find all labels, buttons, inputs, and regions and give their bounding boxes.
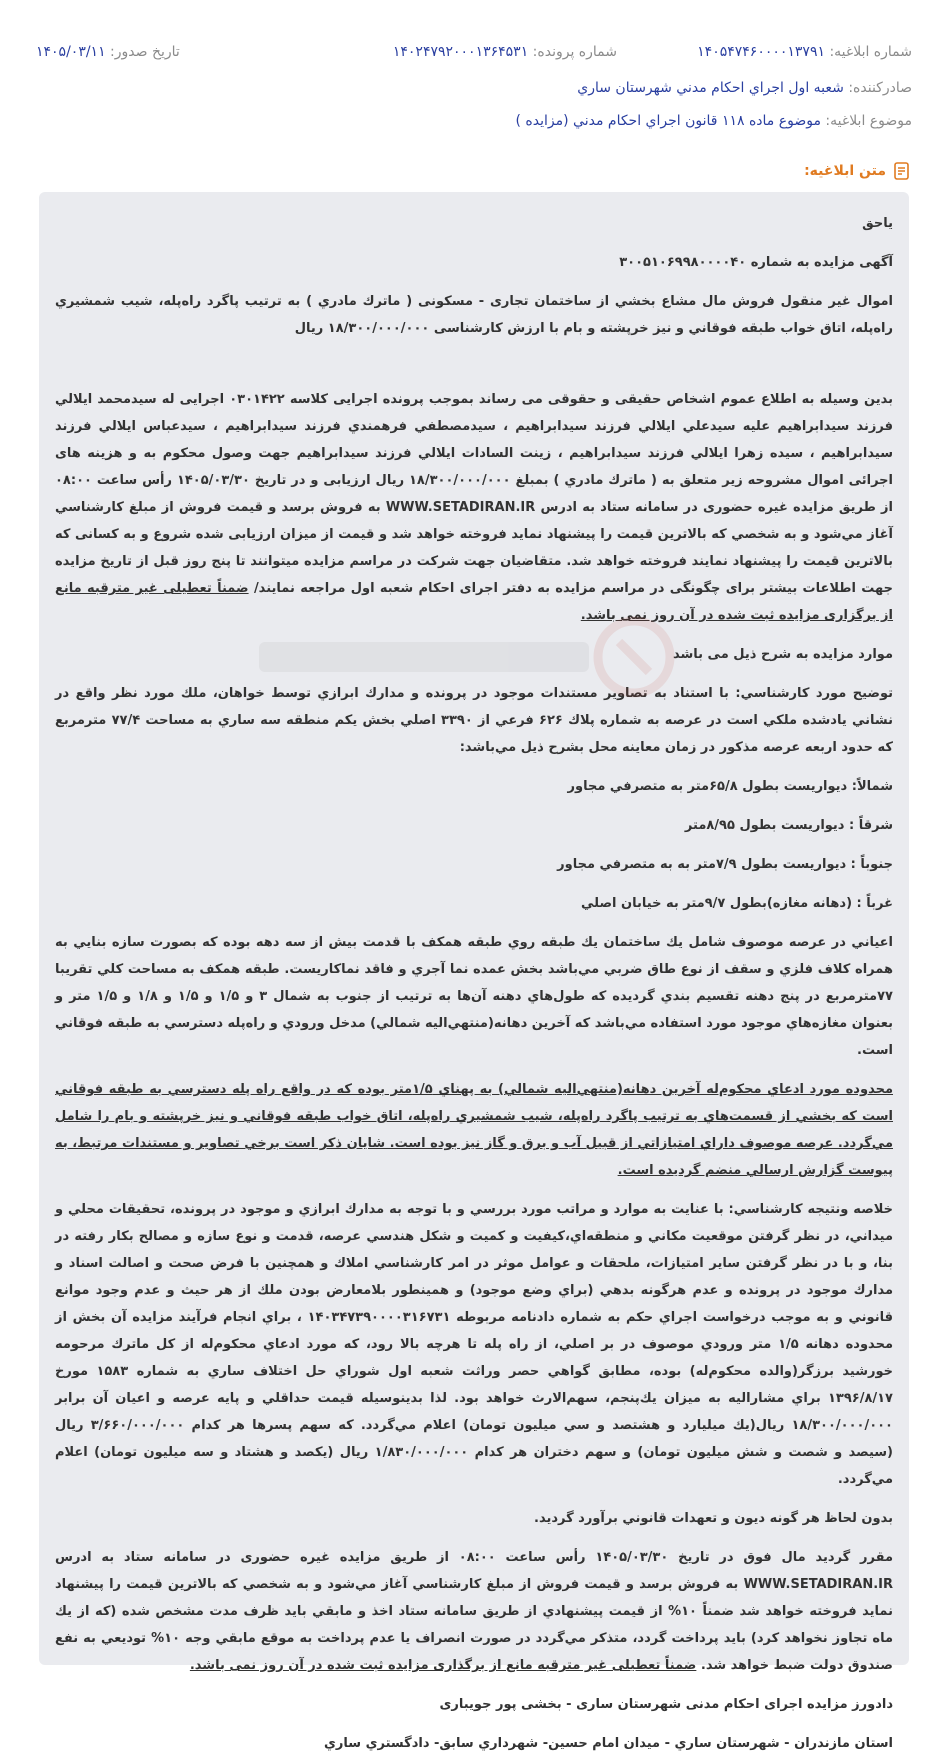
notice-paragraph: شرقاً : ديواريست بطول ۸/۹۵متر [684, 818, 893, 833]
notice-paragraph-text: مقرر گردید مال فوق در تاریخ ۱۴۰۵/۰۳/۳۰ رأس ساعت ۰۸:۰۰ از طریق مزایده غیره حضوری در سامانه ستاد به ادرس WWW.SETADIRAN.IR به فروش برسد و قیمت فروش از مبلغ کارشناسي آغاز مي‌شود و به شخصي که بالاترين قيمت را پيشنهاد نمايد فروخته خواهد شد ضمناً ۱۰% از قیمت پیشنهادي از طريق سامانه ستاد اخذ و مابقي بايد ظرف مدت مشخص شده (كه از يك ماه تجاوز نخواهد كرد) بايد پرداخت گردد، متذكر مي‌گردد در صورت انصراف يا عدم پرداخت به موقع مابقي وجه ۱۰% توديعي به نفع صندوق دولت ضبط خواهد شد. [55, 1550, 894, 1673]
paragraph-spacer [55, 354, 893, 386]
notice-paragraph: توضيح مورد كارشناسي: با استناد به تصاوير مستندات موجود در پرونده و مدارك ابرازي توسط خواهان، ملك مورد نظر واقع در نشاني يادشده ملكي است در عرصه به شماره پلاك ۶۲۶ فرعي از ۳۳۹۰ اصلي بخش يكم منطقه سه ساري به مساحت ۷۷/۴ مترمربع كه حدود اربعه عرصه مذكور در زمان معاينه محل بشرح ذيل مي‌باشد: [55, 686, 893, 755]
notice-paragraph: محدوده مورد ادعاي محكوم‌له آخرين دهانه(منتهي‌اليه شمالي) به پهناي ۱/۵متر بوده كه در واقع راه پله دسترسي به طبقه فوقاني است كه بخشي از قسمت‌هاي به ترتيب پاگرد راه‌پله، شيب شمشيري راه‌پله، اتاق خواب طبقه فوقاني و نيز خرپشته و بام را شامل مي‌گردد. عرصه موصوف داراي امتيازاتي از قبيل آب و برق و گاز نيز بوده است. شايان ذكر است برخي تصاوير و مستندات مرتبط، به پيوست گزارش ارسالي منضم گرديده است. [55, 1082, 893, 1178]
notice-paragraph: خلاصه ونتيجه كارشناسي: با عنايت به موارد و مراتب مورد بررسي و با توجه به مدارك ابرازي و موجود در پرونده، تحقيقات محلي و ميداني، در نظر گرفتن موقعيت مكاني و منطقه‌اي،كيفيت و كميت و شكل هندسي عرصه، قدمت و نوع سازه و مصالح بكار رفته در بنا، و با در نظر گرفتن ساير امتيازات، ملحقات و عوامل موثر در امر كارشناسي املاك و همچنين با فرض صحت و اصالت اسناد و مدارك موجود در پرونده و عدم هرگونه بدهي (براي وضع موجود) و همينطور بلامعارض بودن ملك از هر حيث و عدم وجود موانع قانوني و به موجب درخواست اجراي حكم به شماره دادنامه مربوطه ۱۴۰۳۴۷۳۹۰۰۰۰۳۱۶۷۳۱ ، براي انجام فرآيند مزايده آن بخش از محدوده دهانه ۱/۵ متر ورودي موصوف در بر اصلي، از راه پله تا هرچه بالا رود، كه مورد ادعاي محكوم‌له از كل ماترك مرحومه خورشيد برزگر(والده محكوم‌له) بوده، مطابق گواهي حصر وراثت شعبه اول شوراي حل اختلاف ساري به شماره ۱۵۸۳ مورخ ۱۳۹۶/۸/۱۷ براي مشاراليه به ميزان يك‌پنجم، سهم‌الارث خواهد بود. لذا بدينوسيله قيمت حداقلي و پايه عرصه و اعيان آن برابر ۱۸/۳۰۰/۰۰۰/۰۰۰ ريال(يك ميليارد و هشتصد و سي ميليون تومان) اعلام مي‌گردد. كه سهم پسرها هر كدام ۳/۶۶۰/۰۰۰/۰۰۰ ريال (سيصد و شصت و شش ميليون تومان) و سهم دختران هر كدام ۱/۸۳۰/۰۰۰/۰۰۰ ريال (يكصد و هشتاد و سه ميليون تومان) اعلام مي‌گردد. [55, 1202, 894, 1487]
issue-date-value: ۱۴۰۵/۰۳/۱۱ [36, 44, 106, 60]
notice-body-heading [804, 161, 912, 181]
notice-paragraph: استان مازندران - شهرستان ساري - ميدان امام حسين- شهرداري سابق- دادگستري ساري [324, 1736, 893, 1751]
notice-paragraph-text: بدین وسیله به اطلاع عموم اشخاص حقیقی و حقوقی می رساند بموجب پرونده اجرایی کلاسه ۰۳۰۱۴۲۲ اجرایی له سيدمحمد ايلالي فرزند سيدابراهيم عليه سيدعلي ايلالي فرزند سيدابراهيم ، سيدمصطفي فرهمندي فرزند سيدابراهيم ، سيدعباس ايلالي فرزند سيدابراهيم ، سيده زهرا ايلالي فرزند سيدابراهيم ، زينت السادات ايلالي فرزند سيدابراهيم جهت وصول محکوم به و هزینه های اجرائی اموال مشروحه زیر متعلق به ( ماترك مادري ) بمبلغ ۱۸/۳۰۰/۰۰۰/۰۰۰ ريال ارزیابی و در تاریخ ۱۴۰۵/۰۳/۳۰ رأس ساعت ۰۸:۰۰ از طریق مزایده غیره حضوری در سامانه ستاد به ادرس WWW.SETADIRAN.IR به فروش برسد و قیمت فروش از مبلغ کارشناسي آغاز مي‌شود و به شخصي که بالاترين قيمت را پيشنهاد نمايد فروخته خواهد شد و قیمت از میزان ارزیابی شده شروع و به کسانی که بالاترین قیمت را پیشنهاد نمایند فروخته خواهد شد. متقاضیان جهت شرکت در مراسم مزایده میتوانند تا پنج روز قبل از تاریخ مزایده جهت اطلاعات بیشتر برای چگونگی در مراسم مزایده به دفتر اجرای احکام شعبه اول مراجعه نمایند/ [55, 392, 894, 596]
case-number-field [393, 44, 617, 60]
notice-paragraph: یاحق [862, 216, 893, 231]
notice-paragraph: بدون لحاظ هر گونه ديون و تعهدات قانوني برآورد گرديد. [534, 1511, 893, 1526]
issuer-label: صادرکننده: [848, 80, 912, 96]
notice-number-field [697, 44, 912, 60]
notice-paragraph [55, 386, 893, 629]
notice-paragraph: جنوباً : ديواريست بطول ۷/۹متر به به متصرفي مجاور [557, 857, 893, 872]
notice-number-label: شماره ابلاغیه: [829, 44, 912, 60]
notice-underlined-text: ضمناً تعطیلی غیر مترقبه مانع از برگزاری مزایده ثبت شده در آن روز نمی باشد. [55, 581, 893, 623]
notice-paragraph: موارد مزایده به شرح ذیل می باشد [672, 647, 893, 662]
notice-document-icon [892, 161, 912, 181]
subject-value: موضوع ماده ۱۱۸ قانون اجراي احكام مدني (مزايده ) [515, 113, 821, 129]
notice-paragraph [55, 1544, 893, 1679]
notice-paragraph: آگهی مزایده به شماره ۳۰۰۵۱۰۶۹۹۸۰۰۰۰۴۰ [619, 255, 893, 270]
notice-number-value: ۱۴۰۵۴۷۴۶۰۰۰۰۱۳۷۹۱ [697, 44, 825, 60]
subject-field [36, 113, 912, 129]
notice-paragraph: دادورز مزایده اجرای احکام مدنی شهرستان ساری - بخشی پور جویباری [439, 1697, 893, 1712]
subject-label: موضوع ابلاغیه: [825, 113, 912, 129]
notice-body-panel [39, 192, 909, 1751]
issuer-value: شعبه اول اجراي احكام مدني شهرستان ساري [577, 80, 844, 96]
notice-paragraph: اموال غير منقول فروش مال مشاع بخشي از ساختمان تجاری - مسكونی ( ماترك مادري ) به ترتيب پاگرد راه‌پله، شيب شمشيري راه‌پله، اتاق خواب طبقه فوقاني و نيز خرپشته و بام با ارزش كارشناسی ۱۸/۳۰۰/۰۰۰/۰۰۰ ريال [55, 294, 893, 336]
case-number-label: شماره پرونده: [532, 44, 617, 60]
issue-date-label: تاریخ صدور: [110, 44, 180, 60]
notice-paragraph: غرباً : (دهانه مغازه)بطول ۹/۷متر به خيابان اصلي [581, 896, 893, 911]
notice-paragraph: اعياني در عرصه موصوف شامل يك ساختمان يك طبقه روي طبقه همكف با قدمت بيش از سه دهه بوده كه بصورت سازه بنايي به همراه كلاف فلزي و سقف از نوع طاق ضربي مي‌باشد بخش عمده نما آجري و فاقد نماكاريست. طبقه همكف به مساحت كلي تقريبا ۷۷مترمربع در پنج دهنه تقسيم بندي گرديده كه طول‌هاي دهنه آن‌ها به ترتيب از جنوب به شمال ۳ و ۱/۵ و ۱/۵ و ۱/۸ و ۱/۵ متر و بعنوان مغازه‌هاي موجود مورد استفاده مي‌باشد كه آخرين دهانه(منتهي‌اليه شمالي) مدخل ورودي و راه‌پله دسترسي به طبقه فوقاني است. [55, 935, 893, 1058]
notice-underlined-text: ضمناً تعطیلی غیر مترقبه مانع از برگذاری مزایده ثبت شده در آن روز نمی باشد. [189, 1658, 697, 1673]
issue-date-field [36, 44, 180, 60]
notice-meta-row [36, 44, 912, 68]
case-number-value: ۱۴۰۲۴۷۹۲۰۰۰۱۳۶۴۵۳۱ [392, 44, 529, 60]
issuer-field [36, 80, 912, 96]
notice-body-heading-label: متن ابلاغیه: [804, 163, 886, 179]
notice-paragraph: شمالاً: ديواريست بطول ۶۵/۸متر به متصرفي مجاور [567, 779, 893, 794]
